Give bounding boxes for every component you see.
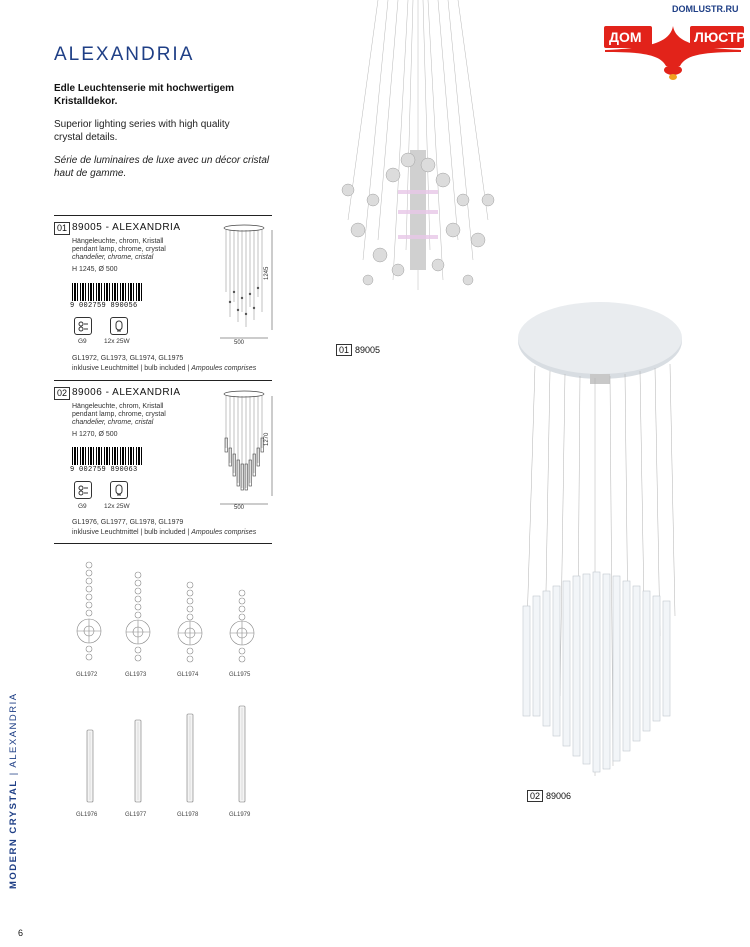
photo-index: 01: [336, 344, 352, 356]
included-de: inklusive Leuchtmittel: [72, 529, 139, 536]
crystal-code-label: GL1976: [76, 812, 98, 818]
description-french: Série de luminaires de luxe avec un décor cristal haut de gamme.: [54, 155, 270, 179]
crystal-rod-drawing: [184, 712, 196, 804]
crystal-code-label: GL1973: [125, 672, 147, 678]
crystal-code-label: GL1974: [177, 672, 199, 678]
product-index: 02: [54, 387, 70, 400]
product-photo-89005: [318, 0, 518, 300]
sidebar-separator: |: [8, 771, 19, 776]
crystal-code-label: GL1975: [229, 672, 251, 678]
logo-site-text: DOMLUSTR.RU: [672, 4, 739, 14]
crystal-code-label: GL1972: [76, 672, 98, 678]
page-number: 6: [18, 928, 24, 938]
product-title: 89006 - ALEXANDRIA: [72, 387, 181, 398]
product-drawing-89006: [214, 388, 278, 510]
crystal-strand-drawing: [227, 588, 257, 666]
height-dimension: 1245: [264, 266, 270, 280]
socket-label: G9: [78, 503, 87, 510]
brand-logo: [600, 4, 746, 84]
compatible-crystals: GL1972, GL1973, GL1974, GL1975: [72, 355, 184, 362]
crystal-rod-drawing: [84, 728, 96, 804]
barcode-number: 9 002759 890056: [70, 302, 138, 310]
product-desc-de: Hängeleuchte, chrom, Kristall: [72, 403, 164, 410]
crystal-strand-drawing: [123, 570, 153, 666]
product-index: 01: [54, 222, 70, 235]
width-dimension: 500: [234, 340, 245, 346]
crystal-rod-drawing: [132, 718, 144, 804]
barcode-number: 9 002759 890063: [70, 466, 138, 474]
series-title: ALEXANDRIA: [54, 44, 195, 65]
bulb-icon: [110, 481, 128, 499]
width-dimension: 500: [234, 505, 245, 511]
logo-word-right: ЛЮСТР: [694, 29, 746, 45]
included-en: bulb included: [144, 529, 186, 536]
product-photo-89006: [505, 296, 695, 786]
bulb-included-note: inklusive Leuchtmittel | bulb included | Ampoules comprises: [72, 529, 257, 536]
included-en: bulb included: [144, 365, 186, 372]
sidebar-category-label: [8, 692, 19, 889]
included-fr: Ampoules comprises: [191, 529, 257, 536]
product-desc-en: pendant lamp, chrome, crystal: [72, 246, 166, 253]
photo-label-89005: [336, 344, 380, 356]
product-drawing-89005: [214, 222, 278, 344]
product-size: H 1245, Ø 500: [72, 266, 118, 273]
photo-code: 89005: [355, 345, 381, 355]
product-desc-de: Hängeleuchte, chrom, Kristall: [72, 238, 164, 245]
bulb-icon: [110, 317, 128, 335]
bulbs-label: 12x 25W: [104, 338, 130, 345]
photo-index: 02: [527, 790, 543, 802]
included-fr: Ampoules comprises: [191, 365, 257, 372]
product-desc-fr: chandelier, chrome, cristal: [72, 254, 154, 261]
crystal-code-label: GL1978: [177, 812, 199, 818]
included-de: inklusive Leuchtmittel: [72, 365, 139, 372]
crystal-code-label: GL1979: [229, 812, 251, 818]
product-title: 89005 - ALEXANDRIA: [72, 222, 181, 233]
sidebar-series: ALEXANDRIA: [8, 692, 19, 768]
barcode: [72, 447, 142, 465]
divider: [54, 380, 272, 381]
product-size: H 1270, Ø 500: [72, 431, 118, 438]
compatible-crystals: GL1976, GL1977, GL1978, GL1979: [72, 519, 184, 526]
crystal-strand-drawing: [74, 560, 104, 666]
divider: [54, 215, 272, 216]
photo-label-89006: [527, 790, 571, 802]
socket-label: G9: [78, 338, 87, 345]
product-desc-fr: chandelier, chrome, cristal: [72, 419, 154, 426]
description-english: Superior lighting series with high quality crystal details.: [54, 119, 230, 143]
logo-word-left: ДОМ: [609, 29, 642, 45]
height-dimension: 1270: [264, 432, 270, 446]
crystal-rod-drawing: [236, 704, 248, 804]
sidebar-category: MODERN CRYSTAL: [8, 779, 19, 889]
crystal-code-label: GL1977: [125, 812, 147, 818]
crystal-strand-drawing: [175, 580, 205, 666]
product-desc-en: pendant lamp, chrome, crystal: [72, 411, 166, 418]
divider: [54, 543, 272, 544]
photo-code: 89006: [546, 791, 572, 801]
bulb-included-note: inklusive Leuchtmittel | bulb included | Ampoules comprises: [72, 365, 257, 372]
bulbs-label: 12x 25W: [104, 503, 130, 510]
socket-icon: [74, 317, 92, 335]
barcode: [72, 283, 142, 301]
description-german: Edle Leuchtenserie mit hochwertigem Kristalldekor.: [54, 83, 235, 107]
socket-icon: [74, 481, 92, 499]
